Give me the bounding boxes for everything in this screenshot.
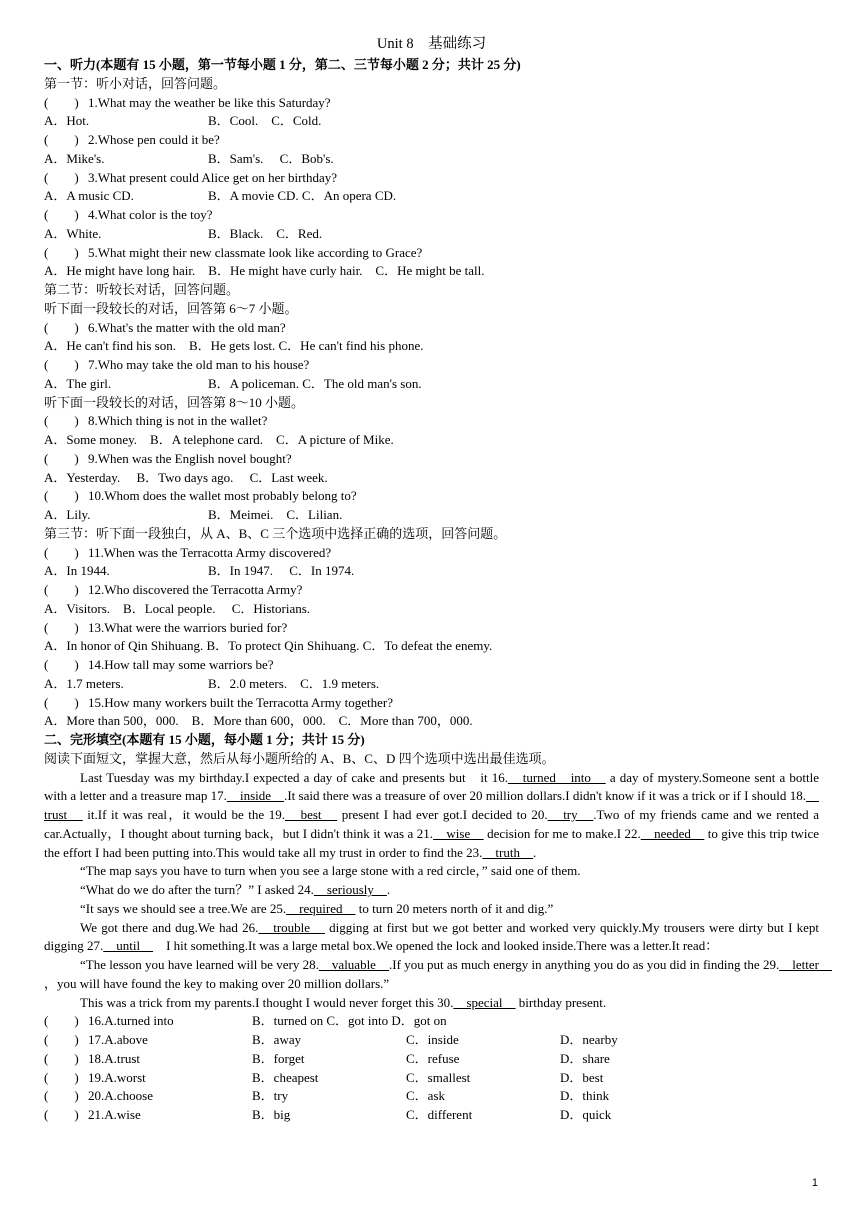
blank-22: needed (640, 825, 705, 841)
page-title: Unit 8 基础练习 (376, 36, 487, 52)
options-1: A．Hot. B．Cool. C．Cold. (44, 113, 322, 129)
blank-28: valuable (318, 957, 390, 972)
question-15: ( ) 15.How many workers built the Terracotta Army together? (44, 694, 393, 710)
question-11: ( ) 11.When was the Terracotta Army discovered? (44, 544, 332, 560)
options-12: A．Visitors. B．Local people. C．Historians. (44, 600, 311, 616)
cloze-paragraph-1: Last Tuesday was my birthday.I expected a day of cake and presents but it 16. turned into a day of mystery.Someone sent a bottle with a letter and a treasure map 17. inside .It said there was a treasure of over 20 million dollars.I didn't know if it was a trick or if I should 18. trust it.If it was real，it would be the 19. best present I had ever got.I decided to 20. try .Two of my friends came and we rented a car.Actually，I thought about turning back，but I didn't think it was a 21. wise decision for me to make.I 22. needed to give this trip twice the effort I had been putting into.This would take all my trust in order to find the 23. truth . (44, 769, 820, 860)
section-2-instruction-a: 听下面一段较长的对话，回答第 6～7 小题。 (44, 300, 298, 316)
blank-24: seriously (313, 882, 387, 897)
options-15: A．More than 500，000. B．More than 600，000. C．More than 700，000. (44, 713, 473, 729)
section-3-heading: 第三节：听下面一段独白，从 A、B、C 三个选项中选择正确的选项，回答问题。 (44, 525, 507, 541)
cloze-options-21: ( ) 21.A.wise B．big C．different D．quick (44, 1107, 612, 1122)
options-7: A．The girl. B．A policeman. C．The old man's son. (44, 375, 422, 391)
blank-25: required (286, 900, 356, 916)
blank-30: special (453, 994, 516, 1010)
options-11: A．In 1944. B．In 1947. C．In 1974. (44, 563, 355, 579)
question-13: ( ) 13.What were the warriors buried for? (44, 619, 288, 635)
document-page (44, 34, 832, 1125)
options-4: A．White. B．Black. C．Red. (44, 225, 323, 241)
options-6: A．He can't find his son. B．He gets lost. C．He can't find his phone. (44, 338, 424, 354)
blank-18: trust (44, 788, 819, 822)
question-5: ( ) 5.What might their new classmate look like according to Grace? (44, 244, 423, 260)
page-number: 1 (811, 1177, 818, 1189)
blank-20: try (547, 807, 594, 822)
question-10: ( ) 10.Whom does the wallet most probably belong to? (44, 488, 357, 504)
listening-heading: 一、听力(本题有 15 小题，第一节每小题 1 分，第二、三节每小题 2 分；共计 25 分) (44, 57, 521, 72)
question-8: ( ) 8.Which thing is not in the wallet? (44, 413, 268, 429)
blank-19: best (284, 807, 338, 822)
cloze-paragraph-7: This was a trick from my parents.I thought I would never forget this 30. special birthday present. (80, 994, 607, 1010)
question-14: ( ) 14.How tall may some warriors be? (44, 657, 274, 672)
cloze-paragraph-6: “The lesson you have learned will be very 28. valuable .If you put as much energy in anything you do as you did in finding the 29. letter ，you will have found the key to making over 20 million dollars.” (44, 957, 832, 991)
cloze-paragraph-2: “The map says you have to turn when you see a large stone with a red circle，” said one of them. (80, 863, 581, 879)
blank-23: truth (482, 844, 533, 860)
cloze-paragraph-4: “It says we should see a tree.We are 25. required to turn 20 meters north of it and dig.” (80, 900, 554, 916)
cloze-options-20: ( ) 20.A.choose B．try C．ask D．think (44, 1088, 610, 1104)
section-2-heading: 第二节：听较长对话，回答问题。 (44, 282, 240, 297)
question-3: ( ) 3.What present could Alice get on her birthday? (44, 169, 338, 185)
cloze-paragraph-3: “What do we do after the turn？” I asked 24. seriously . (80, 882, 391, 897)
cloze-instruction: 阅读下面短文，掌握大意，然后从每小题所给的 A、B、C、D 四个选项中选出最佳选项。 (44, 750, 555, 766)
cloze-options-18: ( ) 18.A.trust B．forget C．refuse D．share (44, 1050, 610, 1066)
options-13: A．In honor of Qin Shihuang. B．To protect Qin Shihuang. C．To defeat the enemy. (44, 638, 493, 654)
cloze-paragraph-5: We got there and dug.We had 26. trouble digging at first but we got better and worked very quickly.My trousers were dirty but I kept digging 27. until I hit something.It was a large metal box.We opened the lock and looked inside.There was a letter.It read： (44, 919, 819, 954)
options-9: A．Yesterday. B．Two days ago. C．Last week. (44, 469, 328, 485)
cloze-options-17: ( ) 17.A.above B．away C．inside D．nearby (44, 1032, 618, 1047)
options-8: A．Some money. B．A telephone card. C．A picture of Mike. (44, 432, 394, 447)
question-6: ( ) 6.What's the matter with the old man? (44, 319, 286, 335)
question-2: ( ) 2.Whose pen could it be? (44, 132, 220, 147)
options-2: A．Mike's. B．Sam's. C．Bob's. (44, 150, 334, 166)
question-4: ( ) 4.What color is the toy? (44, 207, 213, 222)
options-10: A．Lily. B．Meimei. C．Lilian. (44, 507, 343, 522)
blank-26: trouble (258, 919, 325, 935)
cloze-options-16: ( ) 16.A.turned into B．turned on C．got into D．got on (44, 1013, 447, 1029)
section-2-instruction-b: 听下面一段较长的对话，回答第 8～10 小题。 (44, 394, 305, 410)
blank-27: until (103, 938, 154, 954)
question-12: ( ) 12.Who discovered the Terracotta Army? (44, 582, 303, 597)
blank-17: inside (226, 788, 285, 804)
cloze-options-19: ( ) 19.A.worst B．cheapest C．smallest D．best (44, 1069, 604, 1085)
blank-29: letter (779, 957, 832, 972)
question-7: ( ) 7.Who may take the old man to his house? (44, 357, 310, 372)
cloze-heading: 二、完形填空(本题有 15 小题，每小题 1 分；共计 15 分) (44, 732, 365, 747)
blank-16: turned into (507, 769, 606, 785)
blank-21: wise (433, 825, 484, 841)
options-3: A．A music CD. B．A movie CD. C．An opera CD. (44, 188, 397, 204)
question-1: ( ) 1.What may the weather be like this Saturday? (44, 94, 331, 110)
options-14: A．1.7 meters. B．2.0 meters. C．1.9 meters. (44, 675, 380, 691)
section-1-heading: 第一节：听小对话，回答问题。 (44, 75, 227, 91)
options-5: A．He might have long hair. B．He might have curly hair. C．He might be tall. (44, 263, 485, 279)
question-9: ( ) 9.When was the English novel bought? (44, 450, 292, 466)
